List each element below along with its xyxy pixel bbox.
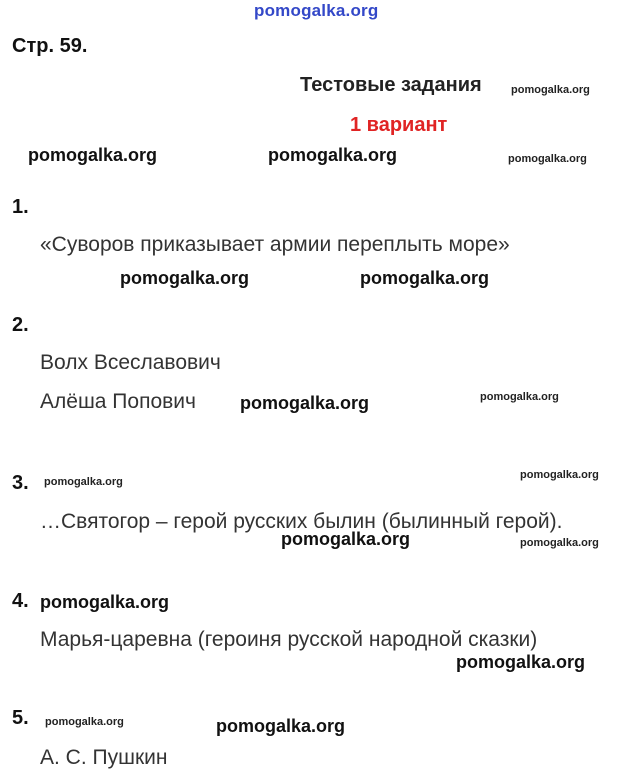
watermark: pomogalka.org (268, 145, 398, 165)
question-number-4: 4. (12, 590, 29, 612)
variant-label: 1 вариант (350, 114, 448, 136)
watermark: pomogalka.org (480, 391, 559, 403)
section-title: Тестовые задания (300, 74, 482, 96)
page-reference: Стр. 59. (12, 35, 88, 57)
question-1-answer: «Суворов приказывает армии переплыть море» (40, 233, 510, 256)
question-4-answer: Марья-царевна (героиня русской народной сказки) (40, 628, 538, 651)
question-number-1: 1. (12, 196, 29, 218)
top-watermark: pomogalka.org (254, 1, 379, 20)
watermark: pomogalka.org (508, 153, 587, 165)
question-number-3: 3. (12, 472, 29, 494)
watermark: pomogalka.org (456, 652, 586, 672)
watermark: pomogalka.org (216, 716, 346, 736)
question-5-answer: А. С. Пушкин (40, 746, 168, 769)
question-2-answer-2: Алёша Попович (40, 390, 196, 413)
watermark: pomogalka.org (281, 529, 411, 549)
redacted-area (104, 38, 384, 60)
watermark: pomogalka.org (45, 716, 124, 728)
watermark: pomogalka.org (40, 592, 170, 612)
watermark: pomogalka.org (28, 145, 158, 165)
watermark: pomogalka.org (360, 268, 490, 288)
question-number-5: 5. (12, 707, 29, 729)
watermark: pomogalka.org (511, 84, 590, 96)
watermark: pomogalka.org (240, 393, 370, 413)
watermark: pomogalka.org (120, 268, 250, 288)
question-3-answer: …Святогор – герой русских былин (былинный герой). (40, 510, 563, 533)
watermark: pomogalka.org (520, 537, 599, 549)
watermark: pomogalka.org (44, 476, 123, 488)
question-number-2: 2. (12, 314, 29, 336)
question-2-answer-1: Волх Всеславович (40, 351, 221, 374)
watermark: pomogalka.org (520, 469, 599, 481)
